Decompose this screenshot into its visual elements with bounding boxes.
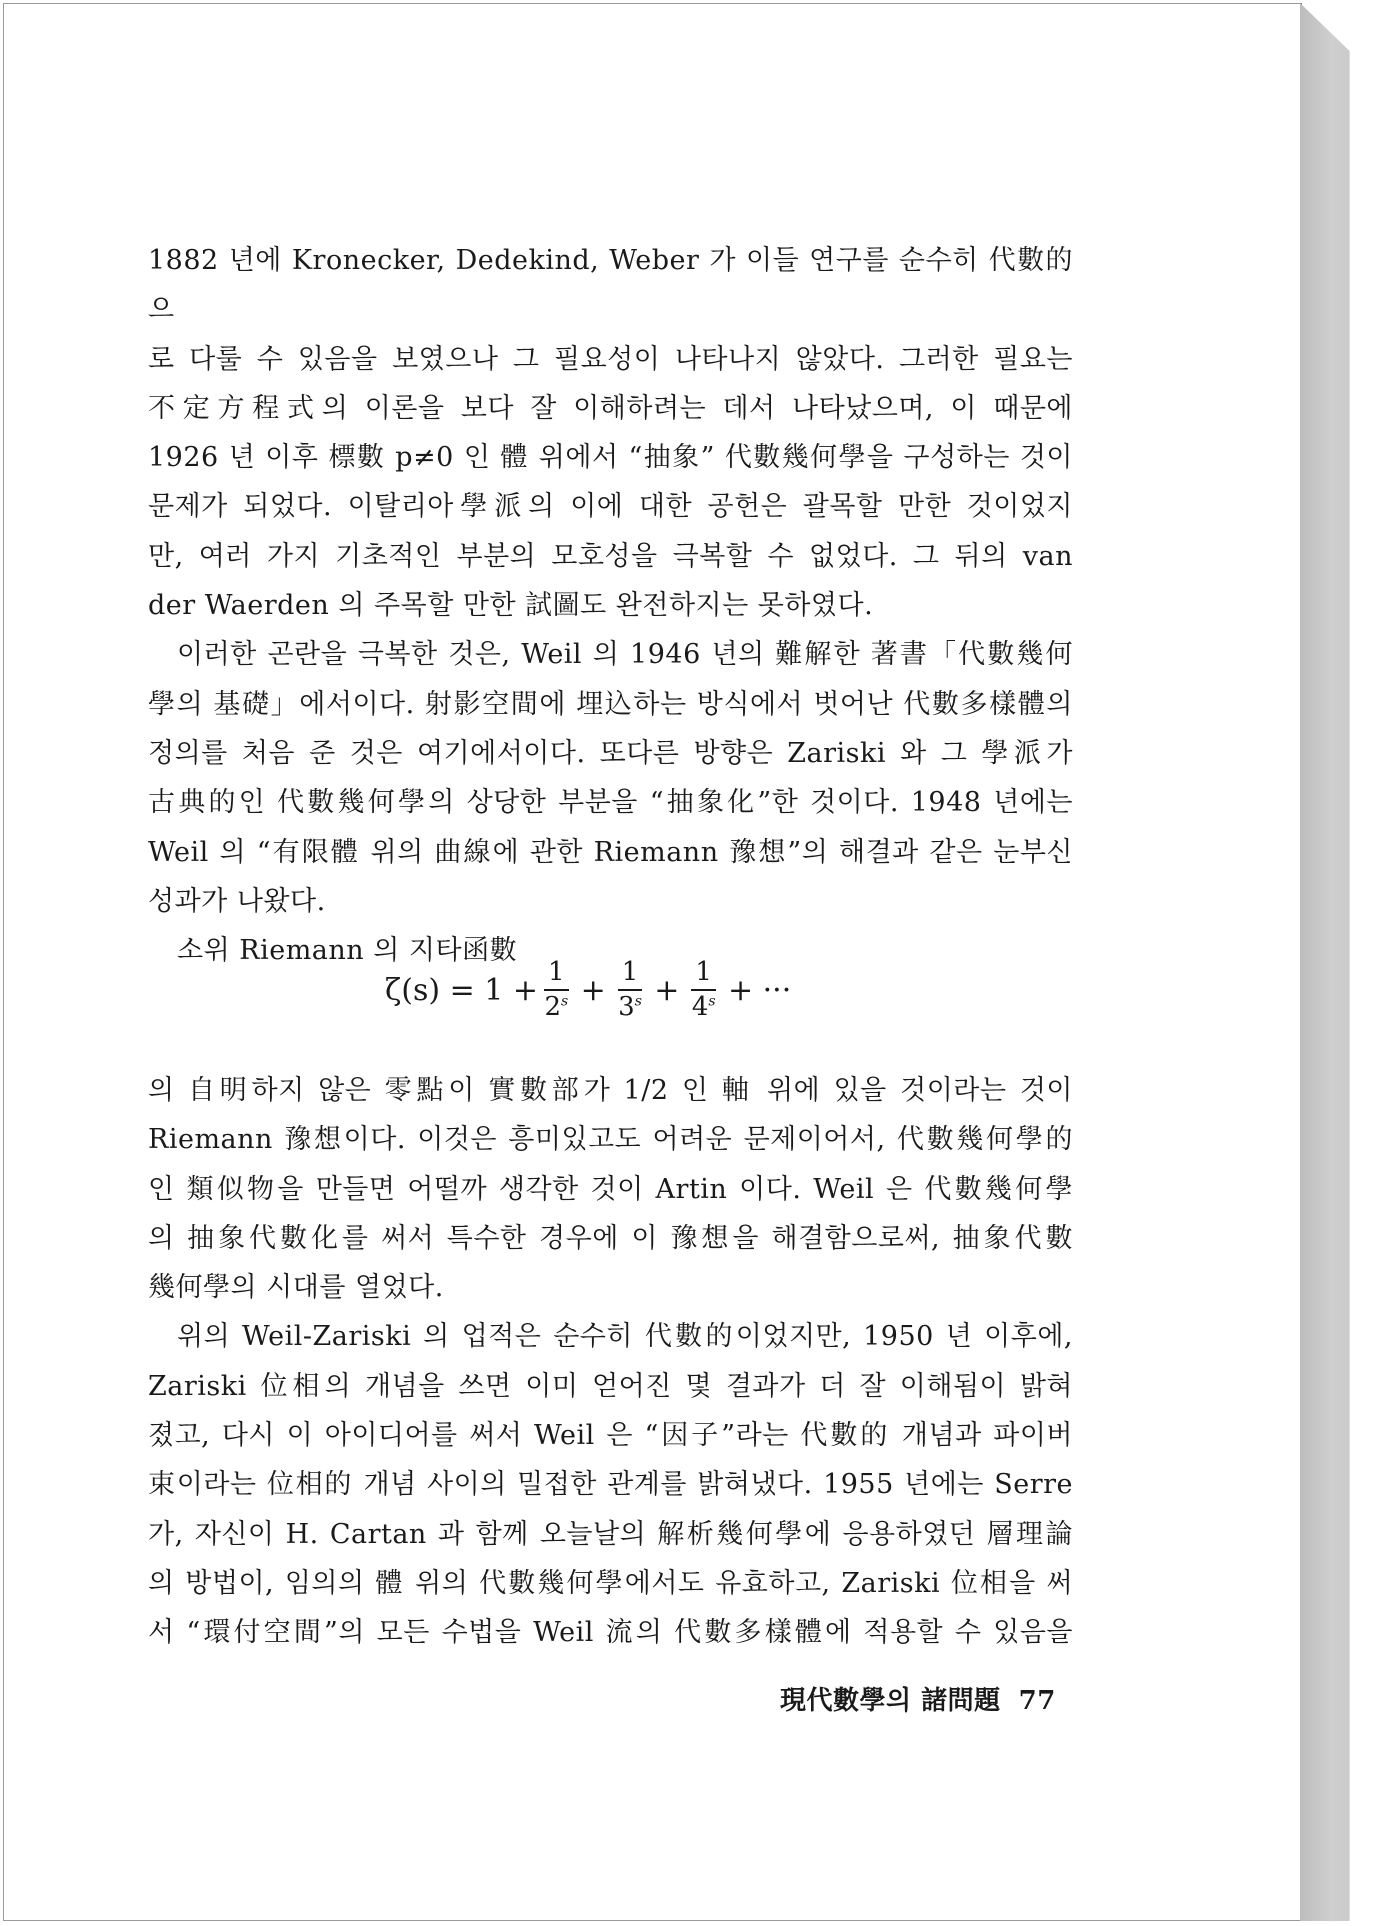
text-line: 의 방법이, 임의의 體 위의 代數幾何學에서도 유효하고, Zariski 位相을 써 <box>148 1567 1073 1599</box>
text-line: Weil 의 “有限體 위의 曲線에 관한 Riemann 豫想”의 해결과 같은 눈부신 <box>148 836 1073 868</box>
text-line: 의 抽象代數化를 써서 특수한 경우에 이 豫想을 해결함으로써, 抽象代數 <box>148 1222 1073 1254</box>
text-line: 성과가 나왔다. <box>148 885 326 917</box>
text-line: 정의를 처음 준 것은 여기에서이다. 또다른 방향은 Zariski 와 그 學派가 <box>148 737 1073 769</box>
text-line: 의 自明하지 않은 零點이 實數部가 1/2 인 軸 위에 있을 것이라는 것이 <box>148 1075 1073 1106</box>
footer-title: 現代數學의 諸問題 <box>780 1686 1001 1716</box>
fraction-numerator: 1 <box>544 958 569 991</box>
text-line: 學의 基礎」에서이다. 射影空間에 埋込하는 방식에서 벗어난 代數多樣體의 <box>148 688 1073 720</box>
plus-sign: + <box>654 972 680 1008</box>
running-footer <box>780 1680 1056 1717</box>
text-line: Zariski 位相의 개념을 쓰면 이미 얻어진 몇 결과가 더 잘 이해됨이 밝혀 <box>148 1370 1073 1402</box>
zeta-function-formula <box>385 950 905 1030</box>
text-line: 문제가 되었다. 이탈리아學派의 이에 대한 공헌은 괄목할 만한 것이었지 <box>148 491 1073 523</box>
text-line: 이러한 곤란을 극복한 것은, Weil 의 1946 년의 難解한 著書「代數幾何 <box>177 639 1073 671</box>
formula-fraction <box>618 958 643 1021</box>
fraction-denominator: 2$^s$ <box>544 992 569 1022</box>
page-stack-shadow <box>1300 3 1380 1921</box>
text-line: 1926 년 이후 標數 p≠0 인 體 위에서 “抽象” 代數幾何學을 구성하는 것이 <box>148 442 1073 474</box>
text-line: Riemann 豫想이다. 이것은 흥미있고도 어려운 문제이어서, 代數幾何學的 <box>148 1124 1073 1156</box>
paragraph-block-lower <box>148 1066 1073 1658</box>
text-line: 幾何學의 시대를 열었다. <box>148 1272 444 1304</box>
text-line: 가, 자신이 H. Cartan 과 함께 오늘날의 解析幾何學에 응용하였던 層理論 <box>148 1518 1073 1550</box>
page-number: 77 <box>1018 1686 1056 1716</box>
text-line: 束이라는 位相的 개념 사이의 밀접한 관계를 밝혀냈다. 1955 년에는 Serre <box>148 1469 1073 1501</box>
fraction-denominator: 4$^s$ <box>691 992 716 1022</box>
formula-fraction <box>544 958 569 1021</box>
text-line: 不定方程式의 이론을 보다 잘 이해하려는 데서 나타났으며, 이 때문에 <box>148 392 1073 424</box>
formula-lhs: ζ(s) = 1 + <box>385 972 539 1008</box>
paragraph-block-upper <box>148 236 1073 975</box>
text-line: 서 “環付空間”의 모든 수법을 Weil 流의 代數多樣體에 적용할 수 있음을 <box>148 1617 1073 1649</box>
text-line: 1882 년에 Kronecker, Dedekind, Weber 가 이들 연구를 순수히 代數的으 <box>148 245 1073 326</box>
text-line: 古典的인 代數幾何學의 상당한 부분을 “抽象化”한 것이다. 1948 년에는 <box>148 787 1073 819</box>
fraction-denominator: 3$^s$ <box>618 992 642 1022</box>
text-line: der Waerden 의 주목할 만한 試圖도 완전하지는 못하였다. <box>148 590 874 622</box>
text-line: 졌고, 다시 이 아이디어를 써서 Weil 은 “因子”라는 代數的 개념과 파이버 <box>148 1420 1073 1452</box>
formula-fraction <box>691 958 716 1021</box>
fraction-numerator: 1 <box>618 958 643 991</box>
text-line: 인 類似物을 만들면 어떨까 생각한 것이 Artin 이다. Weil 은 代數幾何學 <box>148 1173 1073 1205</box>
formula-tail: + ··· <box>727 972 792 1008</box>
text-line: 소위 Riemann 의 지타函數 <box>177 935 518 967</box>
plus-sign: + <box>580 972 606 1008</box>
text-line: 로 다룰 수 있음을 보였으나 그 필요성이 나타나지 않았다. 그러한 필요는 <box>148 343 1073 375</box>
text-line: 위의 Weil-Zariski 의 업적은 순수히 代數的이었지만, 1950 년 이후에, <box>177 1321 1073 1353</box>
text-line: 만, 여러 가지 기초적인 부분의 모호성을 극복할 수 없었다. 그 뒤의 van <box>148 540 1073 572</box>
fraction-numerator: 1 <box>691 958 716 991</box>
